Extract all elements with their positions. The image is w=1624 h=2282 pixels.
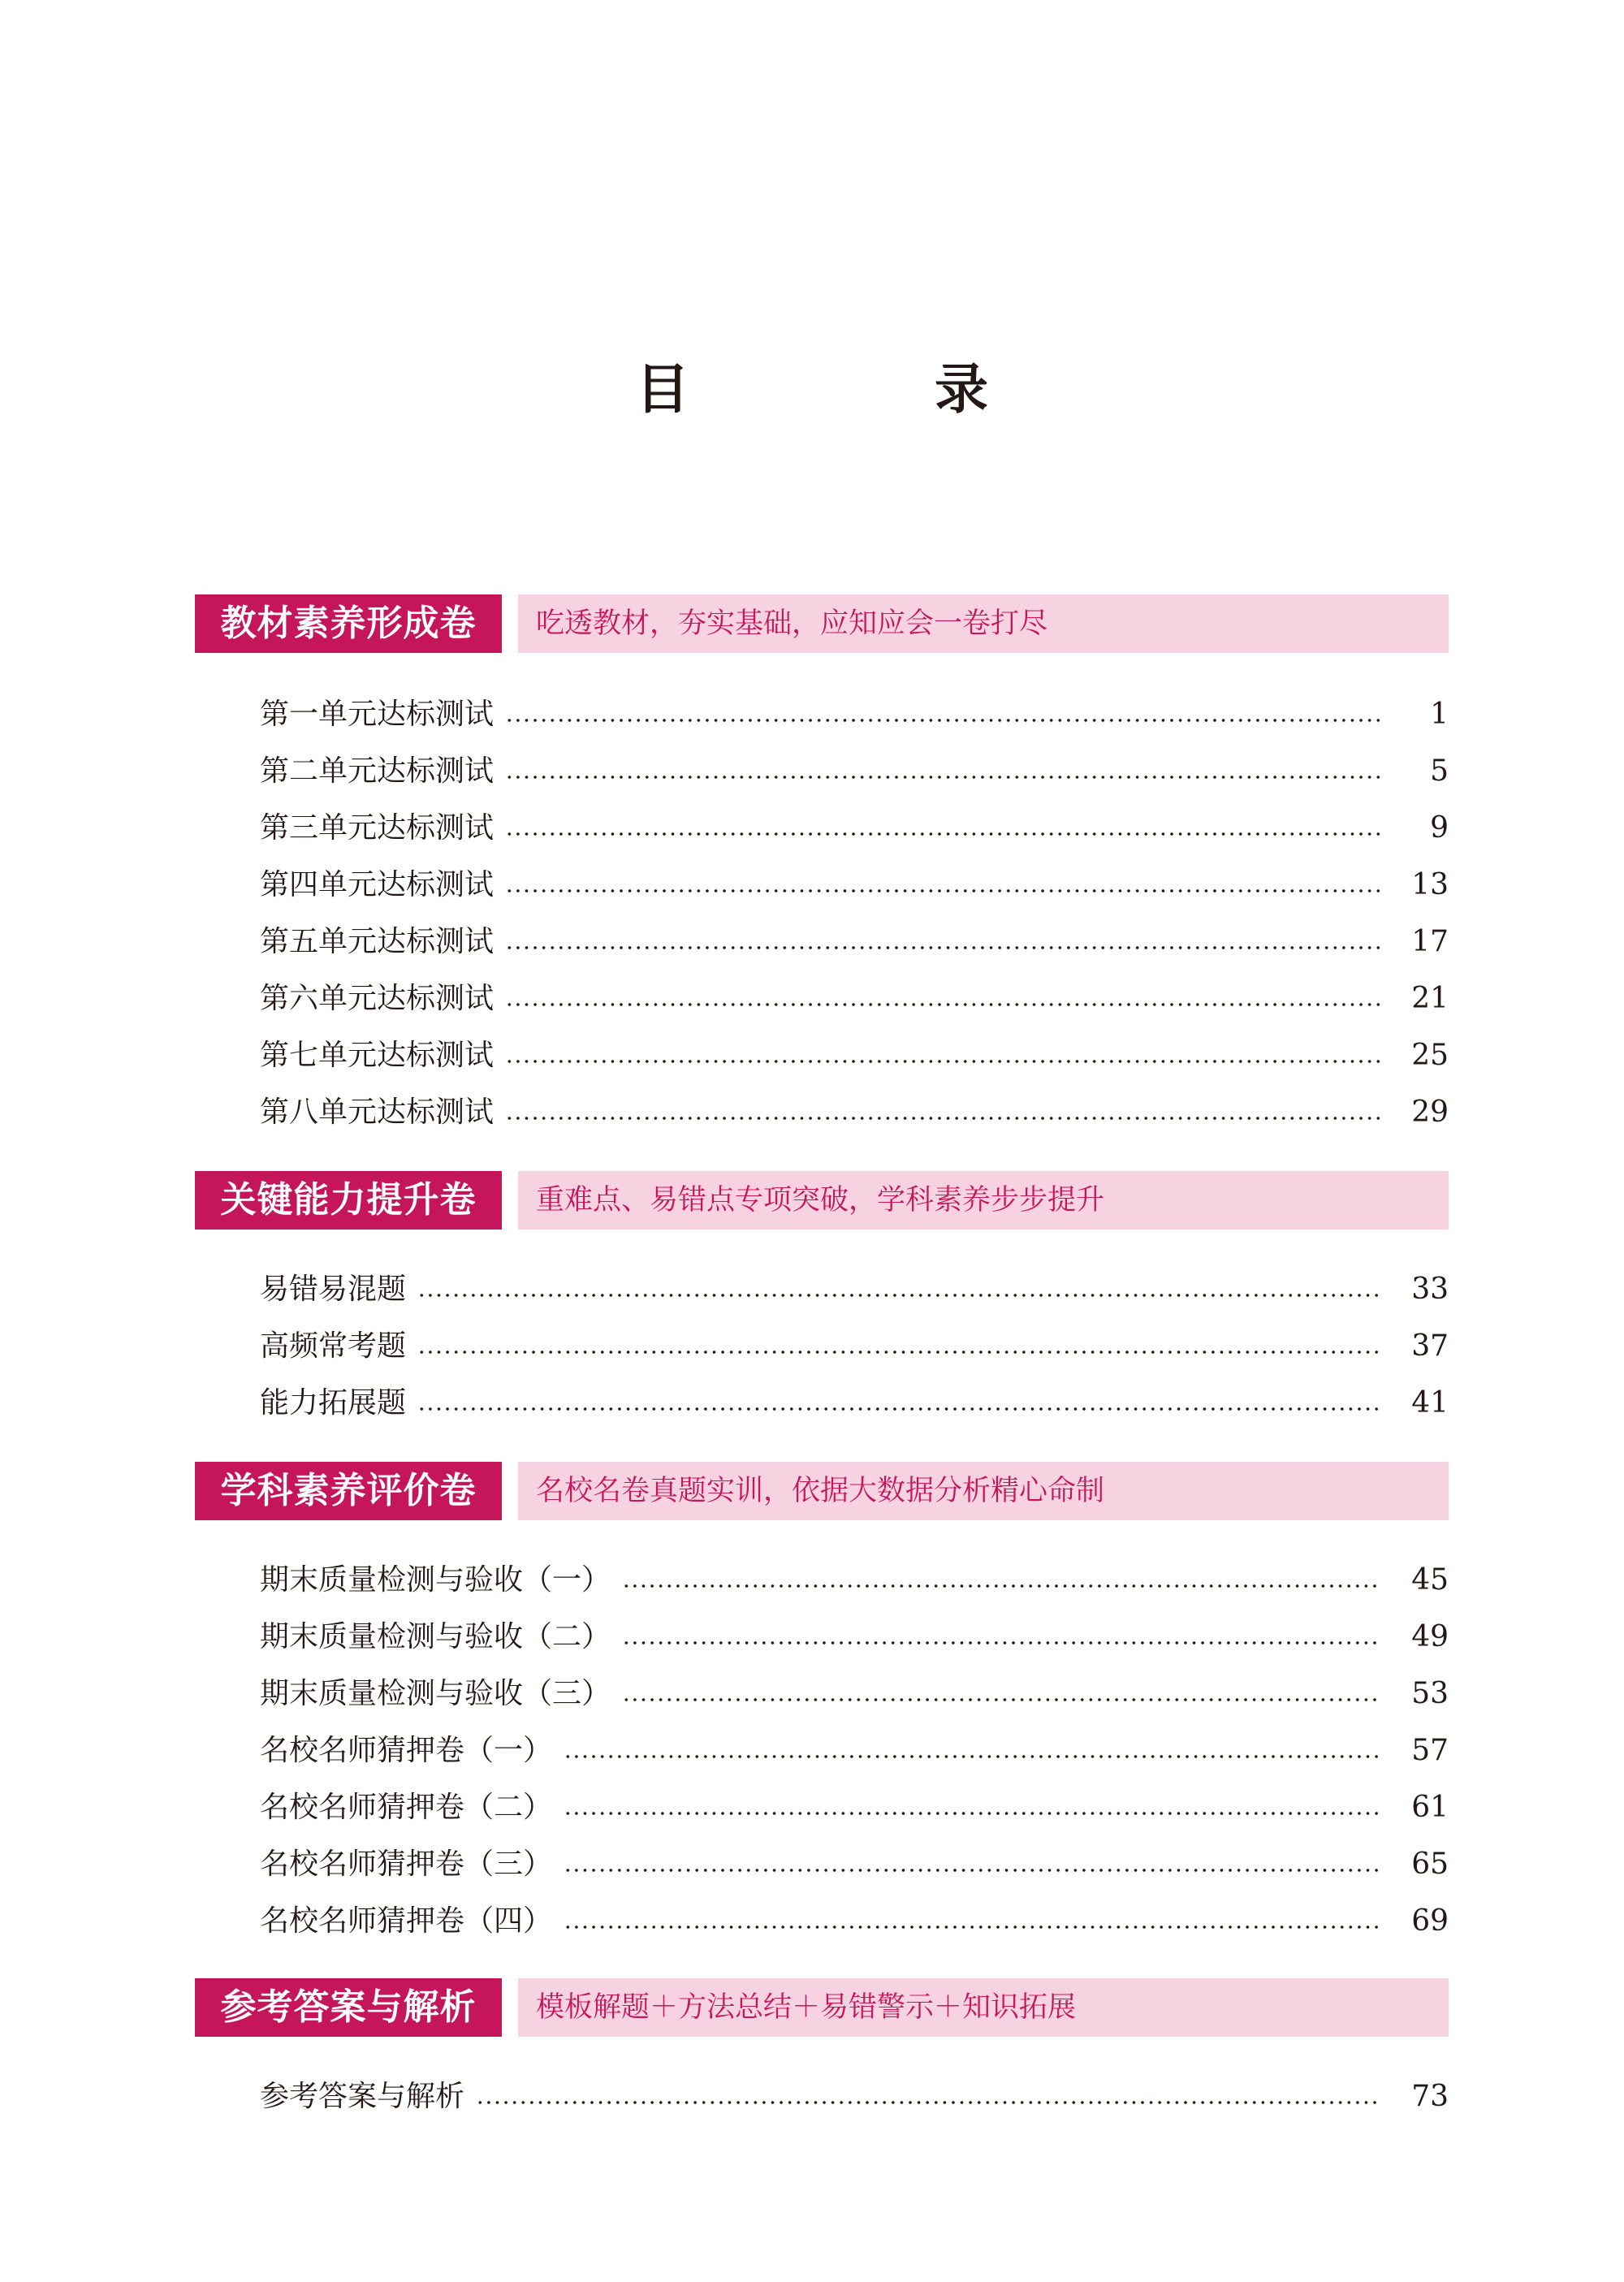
toc-entry-page: 57	[1411, 1734, 1449, 1767]
toc-entry-page: 1	[1430, 698, 1449, 731]
toc-entry-title: 参考答案与解析	[260, 2080, 465, 2113]
toc-entry-page: 73	[1411, 2080, 1449, 2113]
toc-entry-page: 17	[1411, 925, 1449, 958]
page-title: 目 录	[636, 358, 1084, 421]
toc-entry[interactable]	[260, 1842, 1449, 1887]
toc-entry-title: 名校名师猜押卷（一）	[260, 1734, 553, 1767]
toc-entry-page: 37	[1411, 1329, 1449, 1363]
dot-leader	[622, 1640, 1380, 1645]
toc-entry-page: 13	[1411, 868, 1449, 901]
toc-entry-page: 41	[1411, 1386, 1449, 1420]
dot-leader	[505, 888, 1380, 893]
toc-entry-page: 9	[1430, 811, 1449, 845]
toc-entry-title: 期末质量检测与验收（一）	[260, 1563, 611, 1597]
toc-entry-title: 第七单元达标测试	[260, 1039, 495, 1072]
toc-entry-title: 第三单元达标测试	[260, 811, 495, 845]
toc-entry-title: 第六单元达标测试	[260, 982, 495, 1015]
dot-leader	[505, 1059, 1380, 1064]
toc-entry-page: 45	[1411, 1563, 1449, 1597]
toc-entry-page: 21	[1411, 982, 1449, 1015]
toc-entry-title: 第五单元达标测试	[260, 925, 495, 958]
dot-leader	[622, 1697, 1380, 1702]
toc-entry-page: 29	[1411, 1096, 1449, 1129]
section-header-evaluation	[195, 1462, 1449, 1520]
toc-entry-page: 5	[1430, 754, 1449, 788]
section-header-textbook	[195, 594, 1449, 653]
toc-entry[interactable]	[260, 1728, 1449, 1774]
dot-leader	[505, 1116, 1380, 1121]
toc-entry-page: 69	[1411, 1904, 1449, 1938]
toc-entry-title: 第二单元达标测试	[260, 754, 495, 788]
section-slogan: 重难点、易错点专项突破，学科素养步步提升	[518, 1171, 1449, 1230]
section-label: 关键能力提升卷	[195, 1171, 502, 1230]
dot-leader	[417, 1350, 1380, 1355]
toc-entry[interactable]	[260, 862, 1449, 908]
toc-entry[interactable]	[260, 806, 1449, 851]
section-header-key-ability	[195, 1171, 1449, 1230]
dot-leader	[417, 1293, 1380, 1298]
dot-leader	[505, 832, 1380, 836]
toc-entry-title: 易错易混题	[260, 1273, 407, 1306]
dot-leader	[622, 1584, 1380, 1588]
dot-leader	[564, 1811, 1380, 1816]
toc-entry-page: 33	[1411, 1273, 1449, 1306]
toc-entry[interactable]	[260, 1033, 1449, 1078]
section-slogan: 名校名卷真题实训，依据大数据分析精心命制	[518, 1462, 1449, 1520]
toc-entry-title: 期末质量检测与验收（二）	[260, 1620, 611, 1653]
section-label: 参考答案与解析	[195, 1978, 502, 2037]
toc-entry-title: 第八单元达标测试	[260, 1096, 495, 1129]
toc-entry-title: 能力拓展题	[260, 1386, 407, 1420]
toc-entry-title: 第四单元达标测试	[260, 868, 495, 901]
dot-leader	[505, 1002, 1380, 1007]
toc-entry-title: 名校名师猜押卷（四）	[260, 1904, 553, 1938]
toc-entry-title: 名校名师猜押卷（二）	[260, 1791, 553, 1824]
toc-entry-title: 高频常考题	[260, 1329, 407, 1363]
dot-leader	[564, 1754, 1380, 1759]
toc-entry[interactable]	[260, 1899, 1449, 1944]
toc-entry[interactable]	[260, 1785, 1449, 1830]
section-label: 教材素养形成卷	[195, 594, 502, 653]
toc-entry-page: 25	[1411, 1039, 1449, 1072]
dot-leader	[505, 775, 1380, 780]
toc-entry-page: 53	[1411, 1677, 1449, 1710]
toc-entry-page: 65	[1411, 1848, 1449, 1881]
section-header-answers	[195, 1978, 1449, 2037]
dot-leader	[564, 1868, 1380, 1873]
section-slogan: 模板解题＋方法总结＋易错警示＋知识拓展	[518, 1978, 1449, 2037]
dot-leader	[476, 2100, 1380, 2105]
toc-entry[interactable]	[260, 1558, 1449, 1603]
toc-entry[interactable]	[260, 1614, 1449, 1660]
toc-entry-page: 61	[1411, 1791, 1449, 1824]
toc-entry[interactable]	[260, 919, 1449, 965]
toc-entry[interactable]	[260, 1381, 1449, 1426]
toc-entry[interactable]	[260, 1267, 1449, 1312]
toc-entry[interactable]	[260, 976, 1449, 1022]
toc-entry[interactable]	[260, 749, 1449, 794]
section-slogan: 吃透教材，夯实基础，应知应会一卷打尽	[518, 594, 1449, 653]
toc-entry-title: 名校名师猜押卷（三）	[260, 1848, 553, 1881]
toc-entry[interactable]	[260, 692, 1449, 737]
toc-entry-title: 期末质量检测与验收（三）	[260, 1677, 611, 1710]
dot-leader	[505, 718, 1380, 723]
toc-entry-title: 第一单元达标测试	[260, 698, 495, 731]
section-label: 学科素养评价卷	[195, 1462, 502, 1520]
toc-entry-page: 49	[1411, 1620, 1449, 1653]
dot-leader	[564, 1925, 1380, 1930]
toc-entry[interactable]	[260, 1671, 1449, 1717]
toc-entry[interactable]	[260, 2074, 1449, 2120]
dot-leader	[417, 1407, 1380, 1411]
dot-leader	[505, 945, 1380, 950]
toc-entry[interactable]	[260, 1324, 1449, 1369]
toc-entry[interactable]	[260, 1090, 1449, 1135]
